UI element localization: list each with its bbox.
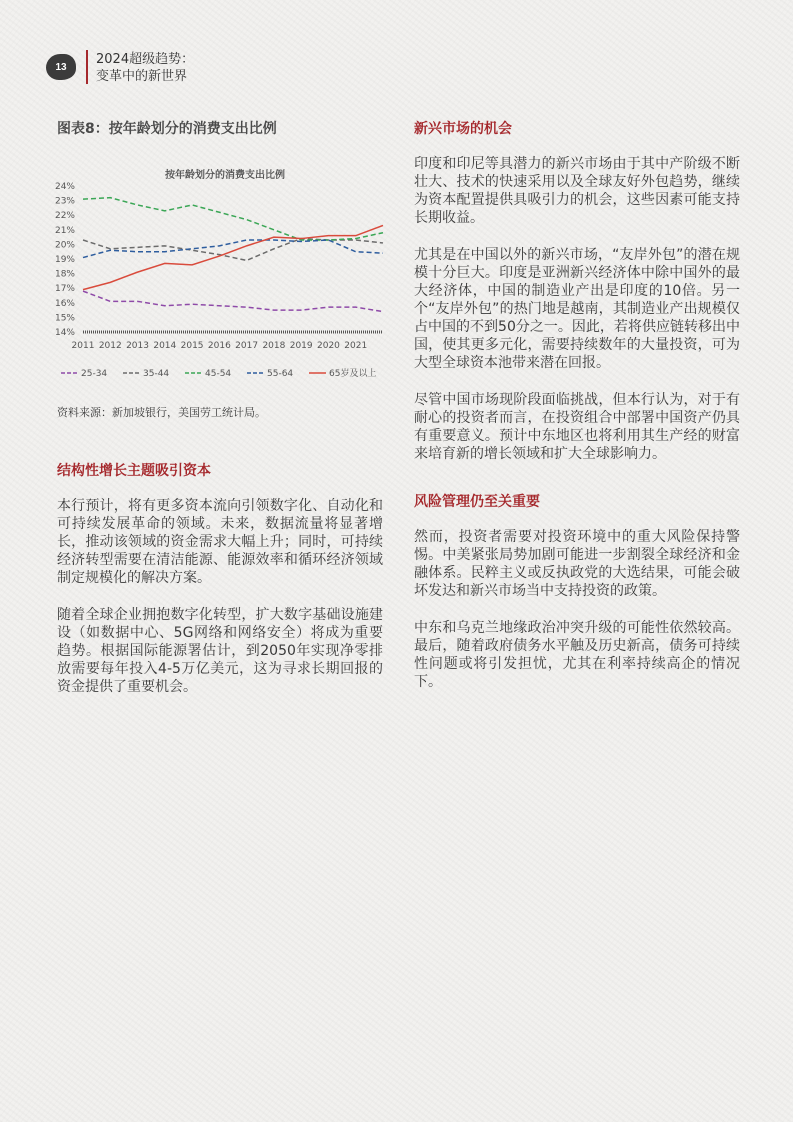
y-tick-label: 18%: [55, 269, 75, 280]
paragraph: 然而，投资者需要对投资环境中的重大风险保持警惕。中美紧张局势加剧可能进一步割裂全球经济和金融体系。民粹主义或反执政党的大选结果，可能会破坏发达和新兴市场当中支持投资的政策。: [414, 529, 740, 599]
series-line-55-64: [83, 240, 383, 258]
y-tick-label: 17%: [55, 284, 75, 295]
legend-label: 35-44: [143, 369, 170, 379]
line-chart: [55, 158, 385, 388]
x-tick-label: 2011: [71, 341, 95, 351]
running-header: [96, 51, 194, 85]
y-tick-label: 20%: [55, 240, 75, 251]
chart-svg: [55, 158, 385, 388]
y-tick-label: 23%: [55, 196, 75, 207]
y-tick-label: 16%: [55, 298, 75, 309]
figure-source: 资料来源：新加坡银行，美国劳工统计局。: [57, 406, 266, 419]
left-column: [57, 120, 383, 138]
y-tick-label: 19%: [55, 255, 75, 265]
paragraph: 尽管中国市场现阶段面临挑战，但本行认为，对于有耐心的投资者而言，在投资组合中部署中国资产仍具有重要意义。预计中东地区也将利用其生产经的财富来培育新的增长领域和扩大全球影响力。: [414, 392, 740, 462]
x-tick-label: 2017: [235, 341, 259, 351]
y-tick-label: 24%: [55, 182, 75, 192]
y-tick-label: 22%: [55, 211, 75, 222]
series-line-25-34: [83, 291, 383, 311]
header-line-1: 2024超级趋势：: [96, 52, 195, 67]
legend-label: 25-34: [81, 369, 108, 379]
x-tick-label: 2020: [317, 341, 340, 351]
section-title-structural-growth: 结构性增长主题吸引资本: [57, 463, 211, 479]
legend-label: 55-64: [267, 369, 294, 379]
legend-label: 45-54: [205, 369, 232, 379]
header-line-2: 变革中的新世界: [96, 69, 188, 84]
paragraph: 中东和乌克兰地缘政治冲突升级的可能性依然较高。最后，随着政府债务水平触及历史新高，债务可持续性问题或将引发担忧，尤其在利率持续高企的情况下。: [414, 620, 740, 690]
paragraph: 随着全球企业拥抱数字化转型，扩大数字基础设施建设（如数据中心、5G网络和网络安全）将成为重要趋势。根据国际能源署估计，到2050年实现净零排放需要每年投入4-5万亿美元，这为寻求长期回报的资金提供了重要机会。: [57, 607, 383, 695]
x-tick-label: 2019: [289, 341, 313, 351]
series-line-35-44: [83, 239, 383, 261]
section-title-risk-management: 风险管理仍至关重要: [414, 494, 540, 510]
paragraph: 本行预计，将有更多资本流向引领数字化、自动化和可持续发展革命的领域。未来，数据流量将显著增长，推动该领域的资金需求大幅上升；同时，可持续经济转型需要在清洁能源、能源效率和循环经济领域制定规模化的解决方案。: [57, 498, 383, 586]
section-title-emerging-markets: 新兴市场的机会: [414, 121, 512, 137]
right-column: [414, 120, 740, 691]
x-tick-label: 2021: [344, 341, 368, 351]
x-tick-label: 2016: [207, 341, 231, 351]
chart-title: 按年龄划分的消费支出比例: [165, 170, 285, 181]
series-line-45-54: [83, 198, 383, 240]
paragraph: 印度和印尼等具潜力的新兴市场由于其中产阶级不断壮大、技术的快速采用以及全球友好外包趋势，继续为资本配置提供具吸引力的机会，这些因素可能支持长期收益。: [414, 156, 740, 226]
y-tick-label: 21%: [55, 225, 75, 236]
x-tick-label: 2013: [126, 341, 149, 351]
x-tick-label: 2012: [98, 341, 122, 351]
x-tick-label: 2014: [153, 341, 177, 351]
figure-title: 图表8：按年龄划分的消费支出比例: [57, 121, 277, 137]
left-section: [57, 462, 383, 696]
y-tick-label: 15%: [55, 313, 75, 324]
page-number-badge: 13: [46, 54, 76, 80]
paragraph: 尤其是在中国以外的新兴市场，“友岸外包”的潜在规模十分巨大。印度是亚洲新兴经济体中除中国外的最大经济体，中国的制造业产出是印度的10倍。另一个“友岸外包”的热门地是越南，其制造业产出规模仅占中国的不到50分之一。因此，若将供应链转移出中国，使其更多元化，需要持续数年的大量投资，可为大型全球资本池带来潜在回报。: [414, 247, 740, 371]
x-tick-label: 2015: [180, 341, 204, 351]
legend-label: 65岁及以上: [329, 369, 377, 379]
x-tick-label: 2018: [262, 341, 286, 351]
y-tick-label: 14%: [55, 328, 75, 338]
header-divider: [86, 50, 88, 84]
